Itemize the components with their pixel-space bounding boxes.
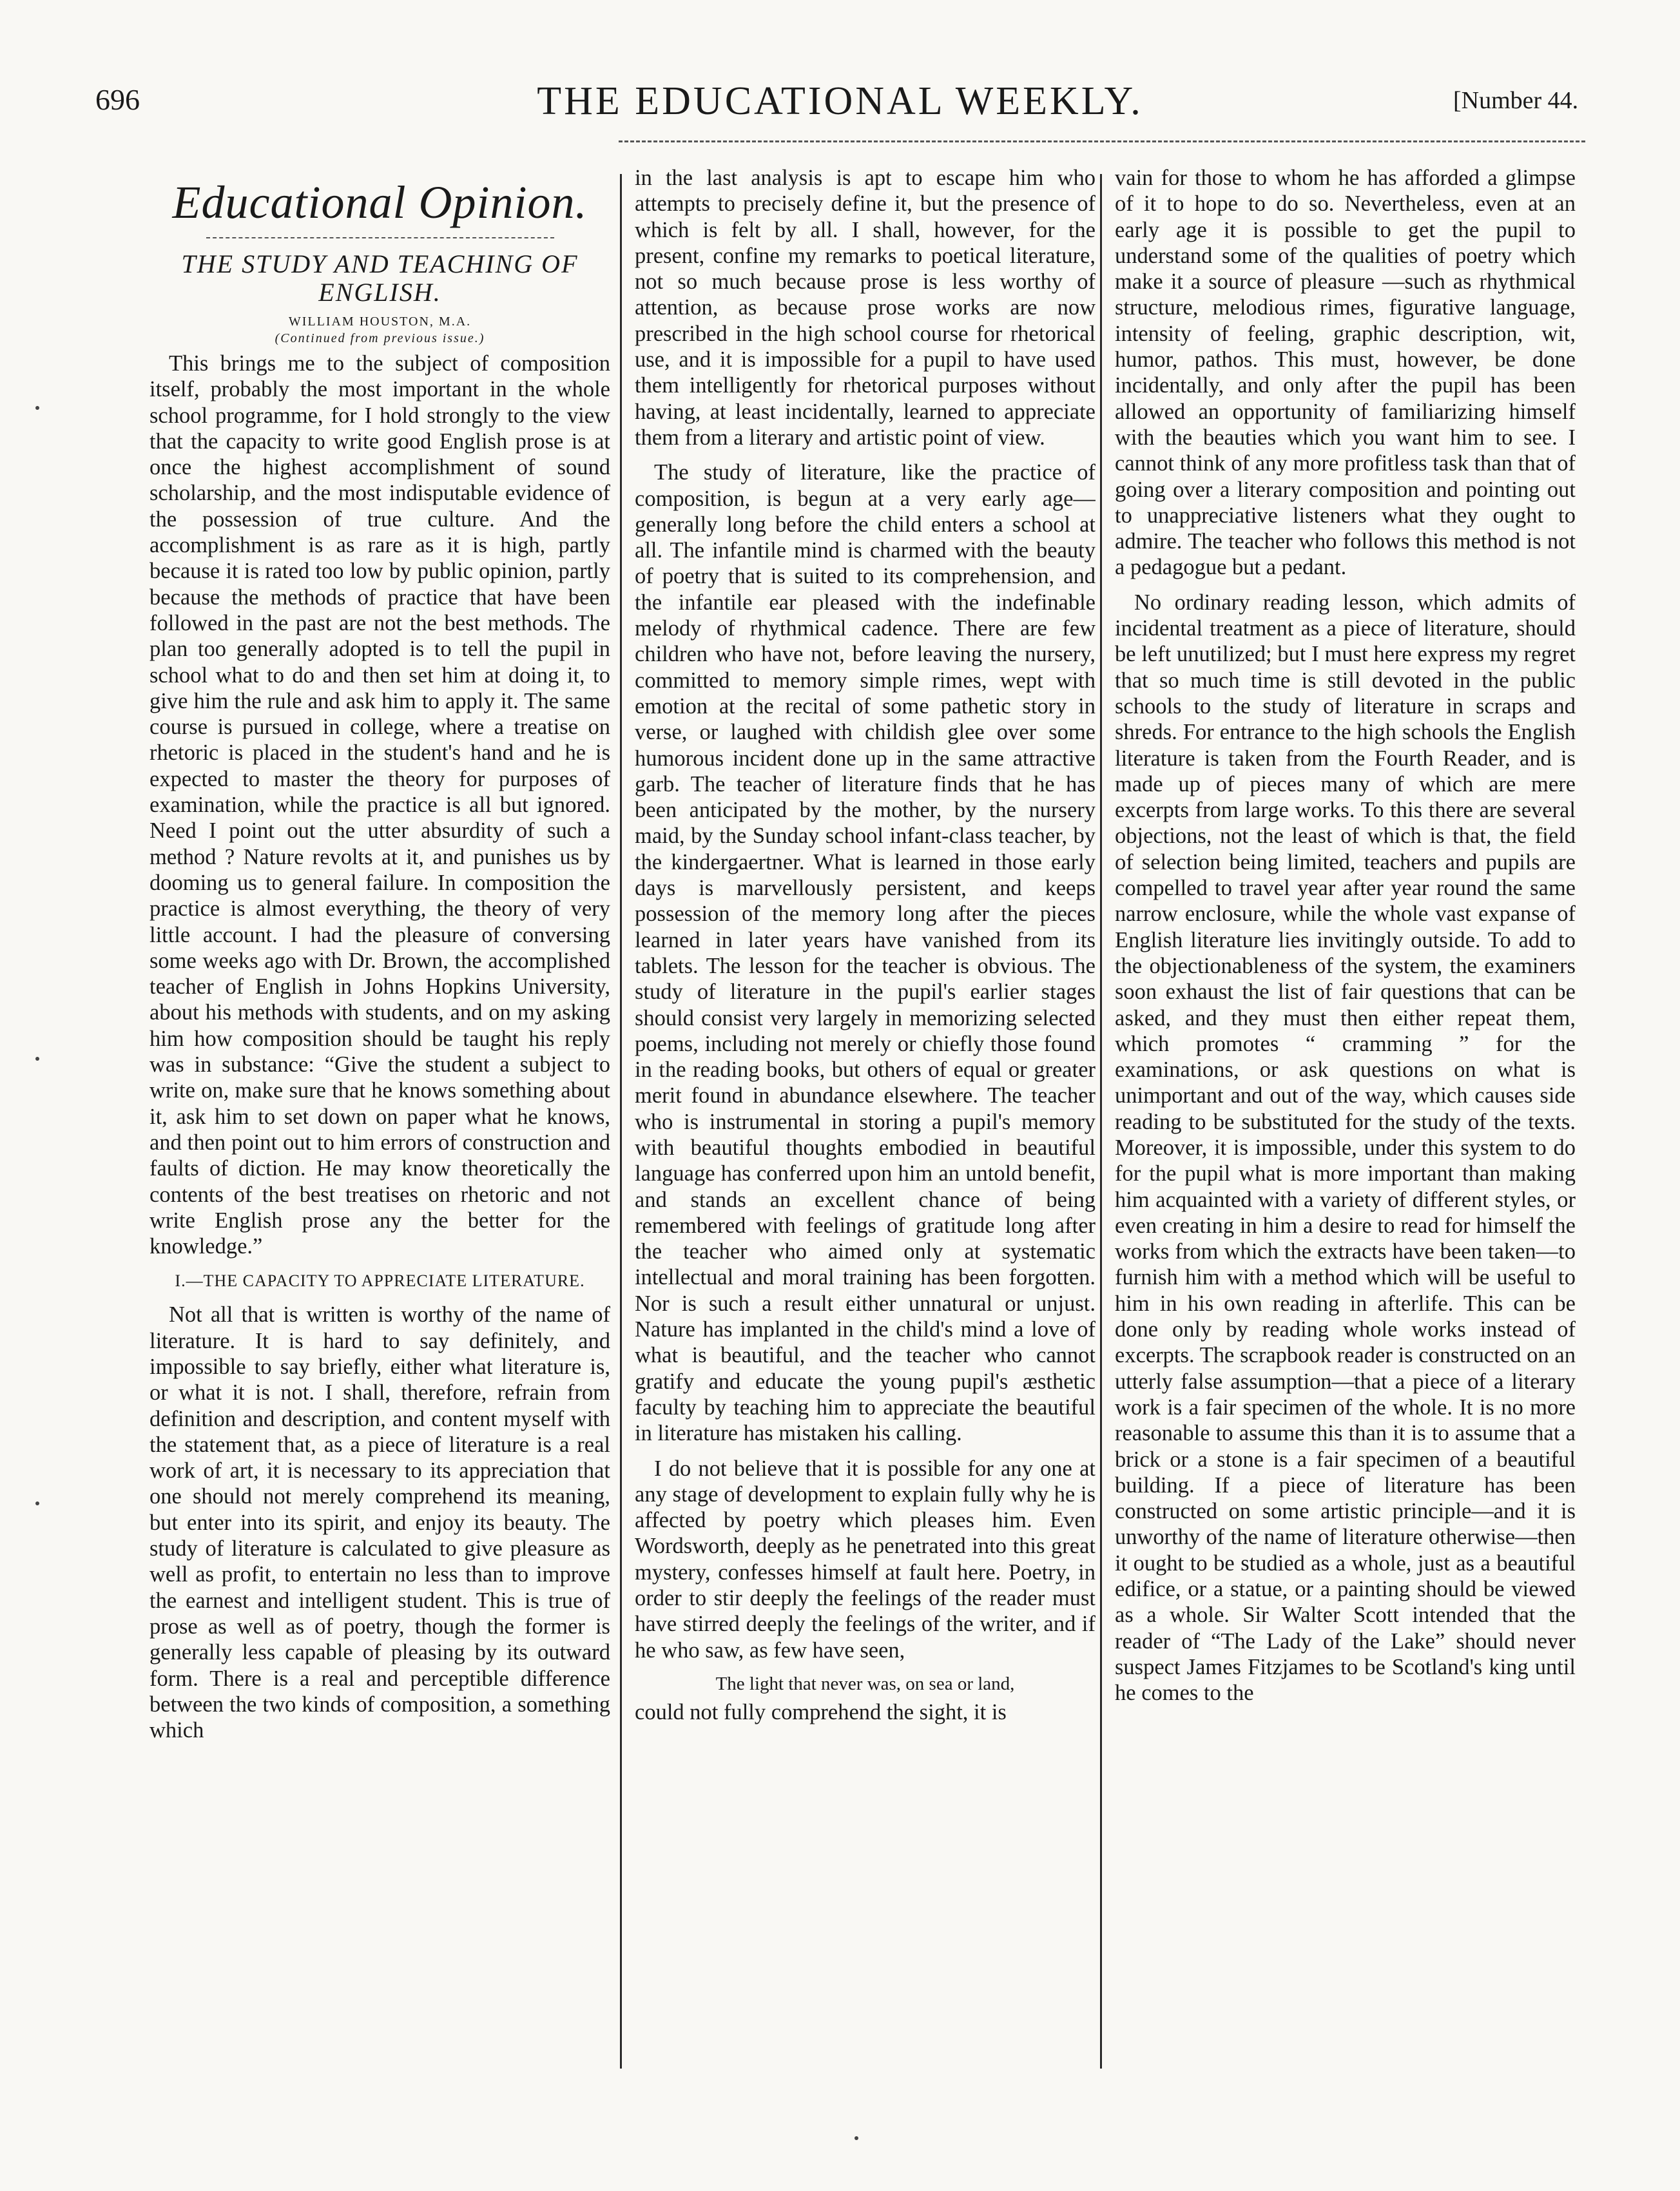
header-rule — [619, 140, 1585, 142]
section-rule — [206, 237, 554, 238]
subheading: I.—THE CAPACITY TO APPRECIATE LITERATURE. — [175, 1271, 585, 1291]
article-title — [150, 250, 610, 307]
scan-speck — [35, 1501, 39, 1505]
section-title: Educational Opinion. — [172, 177, 588, 228]
article-title-line-1: THE STUDY AND TEACHING OF — [181, 249, 579, 278]
paragraph: I do not believe that it is possible for any one at any stage of development to explain fully why he is affected by poetry which pleases him. Even Wordsworth, deeply as he penetrated into this great mystery, confesses himself at fault here. Poetry, in order to stir deeply the feelings of the reader must have stirred deeply the feelings of the writer, and if he who saw, as few have seen, — [635, 1456, 1096, 1663]
verse-quote: The light that never was, on sea or land, — [715, 1673, 1015, 1694]
paragraph: vain for those to whom he has afforded a glimpse of it to hope to do so. Nevertheless, even at an early age it is possible to get the pupil to understand some of the qualities of poetry which make it a source of pleasure —such as rhythmical structure, melodious rimes, figurative language, intensity of feeling, graphic description, wit, humor, pathos. This must, however, be done incidentally, and only after the pupil has been allowed an opportunity of familiarizing himself with the beauties which you want him to see. I cannot think of any more profitless task than that of going over a literary composition and pointing out to unappreciative listeners what they ought to admire. The teacher who follows this method is not a pedagogue but a pedant. — [1115, 166, 1576, 580]
continued-note: (Continued from previous issue.) — [275, 331, 485, 345]
column-1 — [150, 165, 610, 2092]
column-rule — [620, 174, 622, 2069]
scan-speck — [35, 1057, 39, 1061]
scan-speck — [854, 2136, 858, 2140]
paragraph: This brings me to the subject of composition itself, probably the most important in the whole school programme, for I hold strongly to the view that the capacity to write good English prose is at once the highest accomplishment of sound scholarship, and the most indisputable evidence of the possession of true culture. And the accomplishment is as rare as it is high, partly because it is rated too low by public opinion, partly because the methods of practice that have been followed in the past are not the best methods. The plan too generally adopted is to tell the pupil in school what to do and then set him at doing it, to give him the rule and ask him to apply it. The same course is pursued in college, where a treatise on rhetoric is placed in the student's hand and he is expected to master the theory for purposes of examination, while the practice is all but ignored. Need I point out the utter absurdity of such a method ? Nature revolts at it, and punishes us by dooming us to general failure. In composition the practice is almost everything, the theory of very little account. I had the pleasure of conversing some weeks ago with Dr. Brown, the accomplished teacher of English in Johns Hopkins University, about his methods with students, and on my asking him how composition should be taught his reply was in substance: “Give the student a subject to write on, make sure that he knows something about it, ask him to set down on paper what he knows, and then point out to him errors of construction and faults of diction. He may know theoretically the contents of the best treatises on rhetoric and not write English prose any the better for the knowledge.” — [150, 351, 610, 1259]
paragraph: No ordinary reading lesson, which admits of incidental treatment as a piece of literature, should be left unutilized; but I must here express my regret that so much time is still devoted in the public schools to the study of literature in scraps and shreds. For entrance to the high schools the English literature is taken from the Fourth Reader, and is made up of pieces many of which are mere excerpts from large works. To this there are several objections, not the least of which is that, the field of selection being limited, teachers and pupils are compelled to travel year after year round the same narrow enclosure, while the whole vast expanse of English literature lies invitingly outside. To add to the objectionableness of the system, the examiners soon exhaust the list of fair questions that can be asked, and they must then either repeat them, which promotes “ cramming ” for the examinations, or ask questions on what is unimportant and out of the way, which causes side reading to be substituted for the study of the texts. Moreover, it is impossible, under this system to do for the pupil what is more important than making him acquainted with a variety of different styles, or even creating in him a desire to read for himself the works from which the extracts have been taken—to furnish him with a method which will be useful to him in his own reading in afterlife. This can be done only by reading whole works instead of excerpts. The scrapbook reader is constructed on an utterly false assumption—that a piece of a literary work is a fair specimen of the whole. It is no more reasonable to assume this than it is to assume that a brick or a stone is a fair specimen of a beautiful building. If a piece of literature has been constructed on some artistic principle—and it is unworthy of the name of literature otherwise—then it ought to be studied as a whole, just as a beautiful edifice, or a statue, or a painting should be viewed as a whole. Sir Walter Scott intended that the reader of “The Lady of the Lake” should never suspect James Fitzjames to be Scotland's king until he comes to the — [1115, 590, 1576, 1706]
article-title-line-2: ENGLISH. — [318, 278, 441, 307]
paragraph: Not all that is written is worthy of the name of literature. It is hard to say definitely, and impossible to say briefly, either what literature is, or what it is not. I shall, therefore, refrain from definition and description, and content myself with the statement that, as a piece of literature is a real work of art, it is necessary to its appreciation that one should not merely comprehend its meaning, but enter into its spirit, and enjoy its beauty. The study of literature is calculated to give pleasure as well as profit, to entertain no less than to improve the earnest and intelligent student. This is true of prose as well as of poetry, though the former is generally less capable of pleasing by its outward form. There is a real and perceptible difference between the two kinds of composition, a something which — [150, 1302, 610, 1743]
issue-number: [Number 44. — [1453, 87, 1579, 114]
page-number: 696 — [95, 83, 140, 116]
byline: WILLIAM HOUSTON, M.A. — [288, 314, 472, 329]
column-3 — [1115, 165, 1576, 2092]
journal-title: THE EDUCATIONAL WEEKLY. — [537, 79, 1143, 123]
paragraph: in the last analysis is apt to escape him who attempts to precisely define it, but the presence of which is felt by all. I shall, however, for the present, confine my remarks to poetical literature, not so much because prose is less worthy of attention, as because prose works are now prescribed in the high school course for rhetorical use, and it is impossible for a pupil to have used them intelligently for rhetorical purposes without having, at least incidentally, learned to appreciate them from a literary and artistic point of view. — [635, 166, 1096, 450]
paragraph: could not fully comprehend the sight, it is — [635, 1699, 1007, 1724]
paragraph: The study of literature, like the practice of composition, is begun at a very early age—generally long before the child enters a school at all. The infantile mind is charmed with the beauty of poetry that is suited to its comprehension, and the infantile ear pleased with the indefinable melody of rhythmical cadence. There are few children who have not, before leaving the nursery, committed to memory simple rimes, wept with emotion at the recital of some pathetic story in verse, or laughed with childish glee over some humorous incident done up in the same attractive garb. The teacher of literature finds that he has been anticipated by the mother, by the nursery maid, by the Sunday school infant-class teacher, by the kindergaertner. What is learned in those early days is marvellously persistent, and keeps possession of the memory long after the pieces learned in later years have vanished from its tablets. The lesson for the teacher is obvious. The study of literature in the pupil's earlier stages should consist very largely in memorizing selected poems, including not merely or chiefly those found in the reading books, but others of equal or greater merit found in abundance elsewhere. The teacher who is instrumental in storing a pupil's memory with beautiful thoughts embodied in beautiful language has conferred upon him an untold benefit, and stands an excellent chance of being remembered with feelings of gratitude long after the teacher who aimed only at systematic intellectual and moral training has been forgotten. Nor is such a result either unnatural or unjust. Nature has implanted in the child's mind a love of what is beautiful, and the teacher who cannot gratify and educate the young pupil's æsthetic faculty by teaching him to appreciate the beautiful in literature has mistaken his calling. — [635, 460, 1096, 1446]
scan-speck — [35, 406, 39, 410]
column-2 — [635, 165, 1096, 2092]
column-rule — [1100, 174, 1102, 2069]
